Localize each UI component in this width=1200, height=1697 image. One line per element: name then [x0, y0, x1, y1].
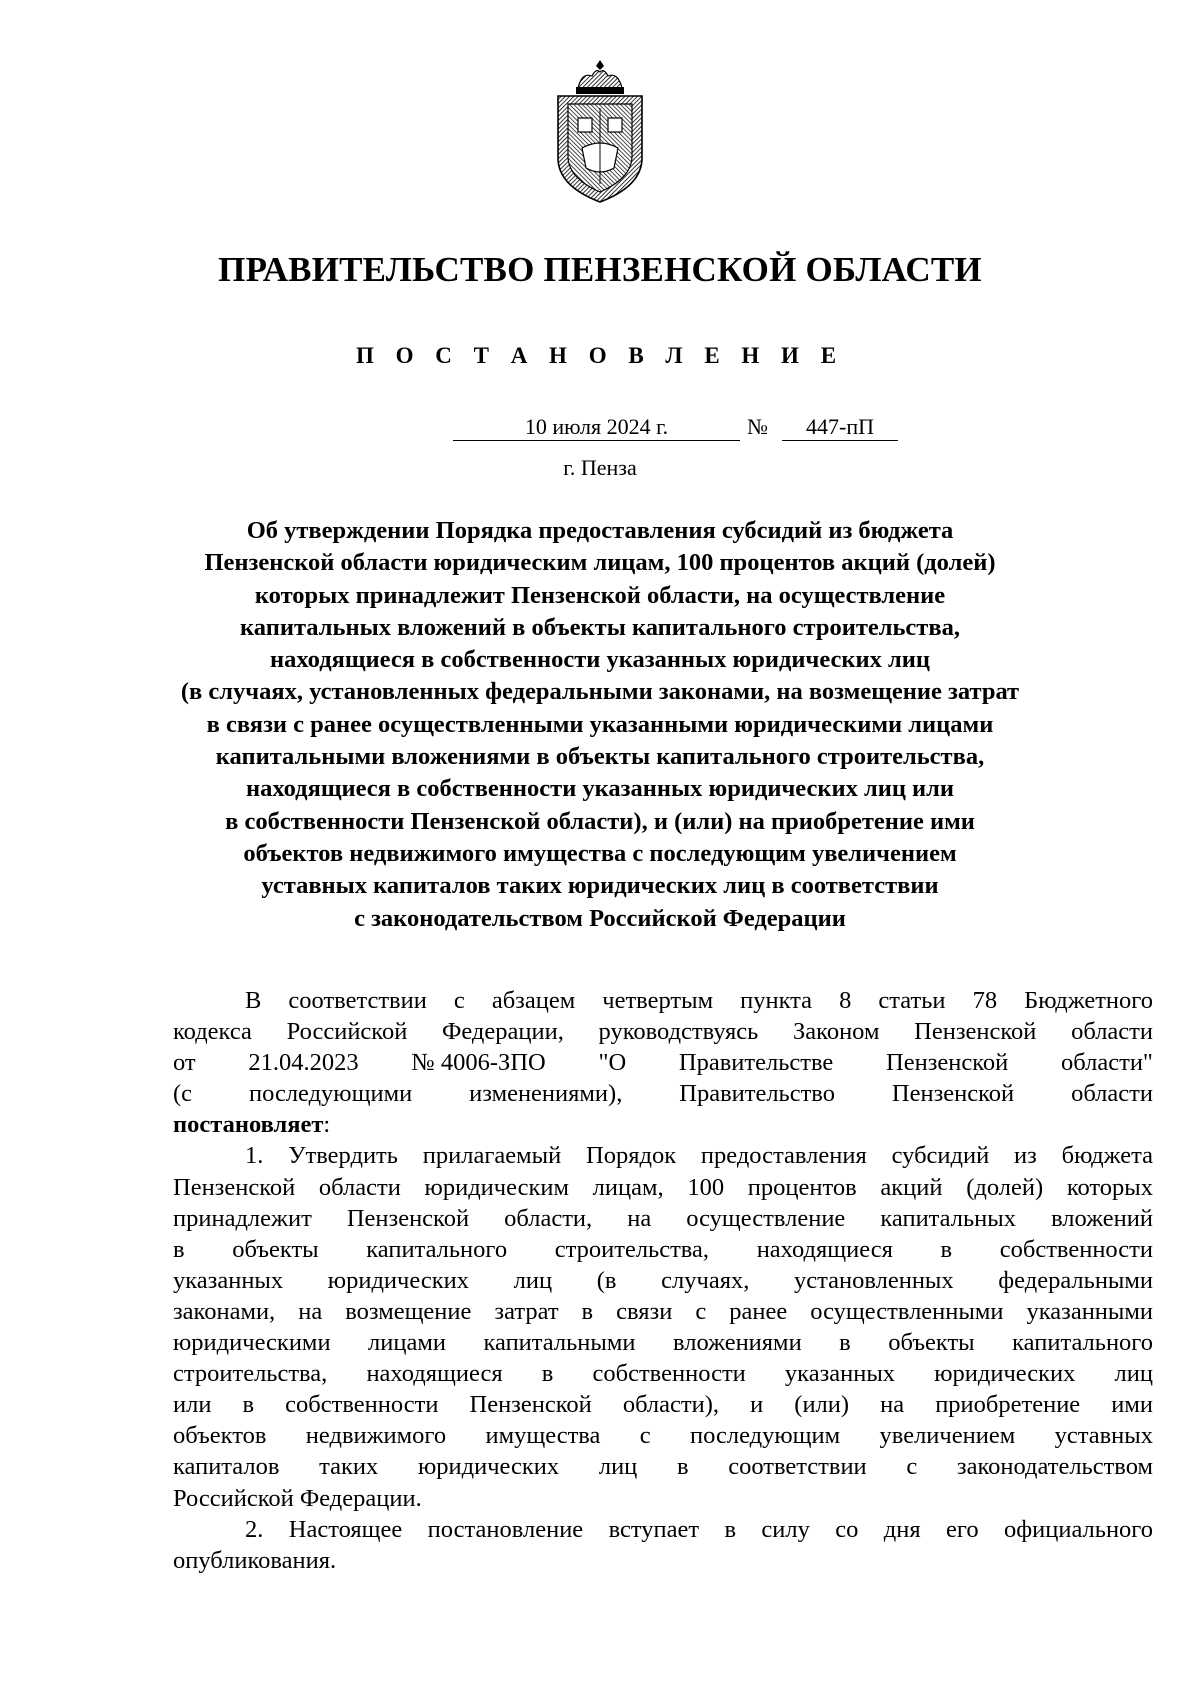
preamble-word: (с: [173, 1080, 193, 1108]
heading-line: Об утверждении Порядка предоставления субсидий из бюджета: [246, 517, 954, 544]
item2-line: опубликования.: [173, 1546, 337, 1574]
heading-line: находящиеся в собственности указанных юридических лиц: [270, 646, 930, 674]
item1-line: строительства, находящиеся в собственности указанных юридических лиц: [173, 1360, 1153, 1388]
preamble-line: [173, 1047, 1153, 1078]
preamble-word: области": [1061, 1049, 1153, 1077]
heading-line: капитальными вложениями в объекты капитального строительства,: [215, 743, 985, 771]
decree-line: [173, 1109, 1153, 1140]
heading-line: с законодательством Российской Федерации: [354, 904, 846, 932]
heading-line: в собственности Пензенской области), и (или) на приобретение ими: [225, 807, 975, 835]
document-type: П О С Т А Н О В Л Е Н И Е: [355, 343, 845, 368]
preamble-word: 21.04.2023: [248, 1049, 359, 1077]
date-number-line: [0, 414, 1200, 442]
decree-colon: :: [323, 1111, 331, 1139]
preamble-word: Пензенской: [886, 1049, 1009, 1077]
item1-line: принадлежит Пензенской области, на осуществление капитальных вложений: [173, 1204, 1153, 1232]
city-name: г. Пенза: [563, 455, 637, 480]
item1-line: в объекты капитального строительства, находящиеся в собственности: [173, 1235, 1153, 1263]
item1-line: юридическими лицами капитальными вложениями в объекты капитального: [173, 1329, 1153, 1357]
decree-word: постановляет: [173, 1111, 324, 1139]
preamble-word: № 4006-ЗПО: [411, 1049, 546, 1077]
item1-line: или в собственности Пензенской области), и (или) на приобретение ими: [173, 1391, 1153, 1419]
preamble-line: [173, 1078, 1153, 1109]
heading-line: уставных капиталов таких юридических лиц в соответствии: [261, 872, 939, 900]
heading-line: Пензенской области юридическим лицам, 100 процентов акций (долей): [204, 549, 996, 577]
item2-line: 2. Настоящее постановление вступает в силу со дня его официального: [245, 1515, 1153, 1543]
item1-line: Российской Федерации.: [173, 1484, 422, 1512]
coat-of-arms-emblem: [548, 58, 652, 206]
organization-title: ПРАВИТЕЛЬСТВО ПЕНЗЕНСКОЙ ОБЛАСТИ: [218, 250, 982, 289]
item1-line: 1. Утвердить прилагаемый Порядок предоставления субсидий из бюджета: [245, 1142, 1153, 1170]
heading-line: (в случаях, установленных федеральными законами, на возмещение затрат: [180, 678, 1020, 706]
item1-line: Пензенской области юридическим лицам, 100 процентов акций (долей) которых: [173, 1173, 1153, 1201]
heading-line: объектов недвижимого имущества с последующим увеличением: [243, 839, 957, 867]
preamble-word: Пензенской: [891, 1080, 1015, 1108]
heading-line: находящиеся в собственности указанных юридических лиц или: [245, 775, 955, 803]
preamble-word: "О: [598, 1049, 627, 1077]
preamble-line: В соответствии с абзацем четвертым пункта 8 статьи 78 Бюджетного: [245, 987, 1153, 1014]
number-sign: №: [747, 414, 768, 439]
item1-line: объектов недвижимого имущества с последующим увеличением уставных: [173, 1422, 1153, 1450]
document-number: 447-пП: [782, 414, 898, 441]
preamble-word: области: [1071, 1080, 1153, 1108]
document-body: [173, 985, 1153, 1576]
preamble-word: последующими: [248, 1080, 413, 1108]
preamble-word: Правительство: [679, 1080, 835, 1108]
document-heading: [160, 515, 1040, 935]
preamble-word: от: [173, 1049, 196, 1077]
preamble-line: кодекса Российской Федерации, руководствуясь Законом Пензенской области: [173, 1018, 1153, 1046]
preamble-word: Правительстве: [678, 1049, 834, 1077]
heading-line: капитальных вложений в объекты капитального строительства,: [240, 613, 960, 641]
item1-line: указанных юридических лиц (в случаях, установленных федеральными: [173, 1266, 1153, 1294]
heading-line: в связи с ранее осуществленными указанными юридическими лицами: [206, 710, 994, 738]
heading-line: которых принадлежит Пензенской области, на осуществление: [254, 581, 946, 609]
document-date: 10 июля 2024 г.: [453, 414, 740, 441]
item1-line: законами, на возмещение затрат в связи с ранее осуществленными указанными: [173, 1297, 1153, 1325]
item1-line: капиталов таких юридических лиц в соответствии с законодательством: [173, 1453, 1153, 1481]
preamble-word: изменениями),: [469, 1080, 623, 1108]
